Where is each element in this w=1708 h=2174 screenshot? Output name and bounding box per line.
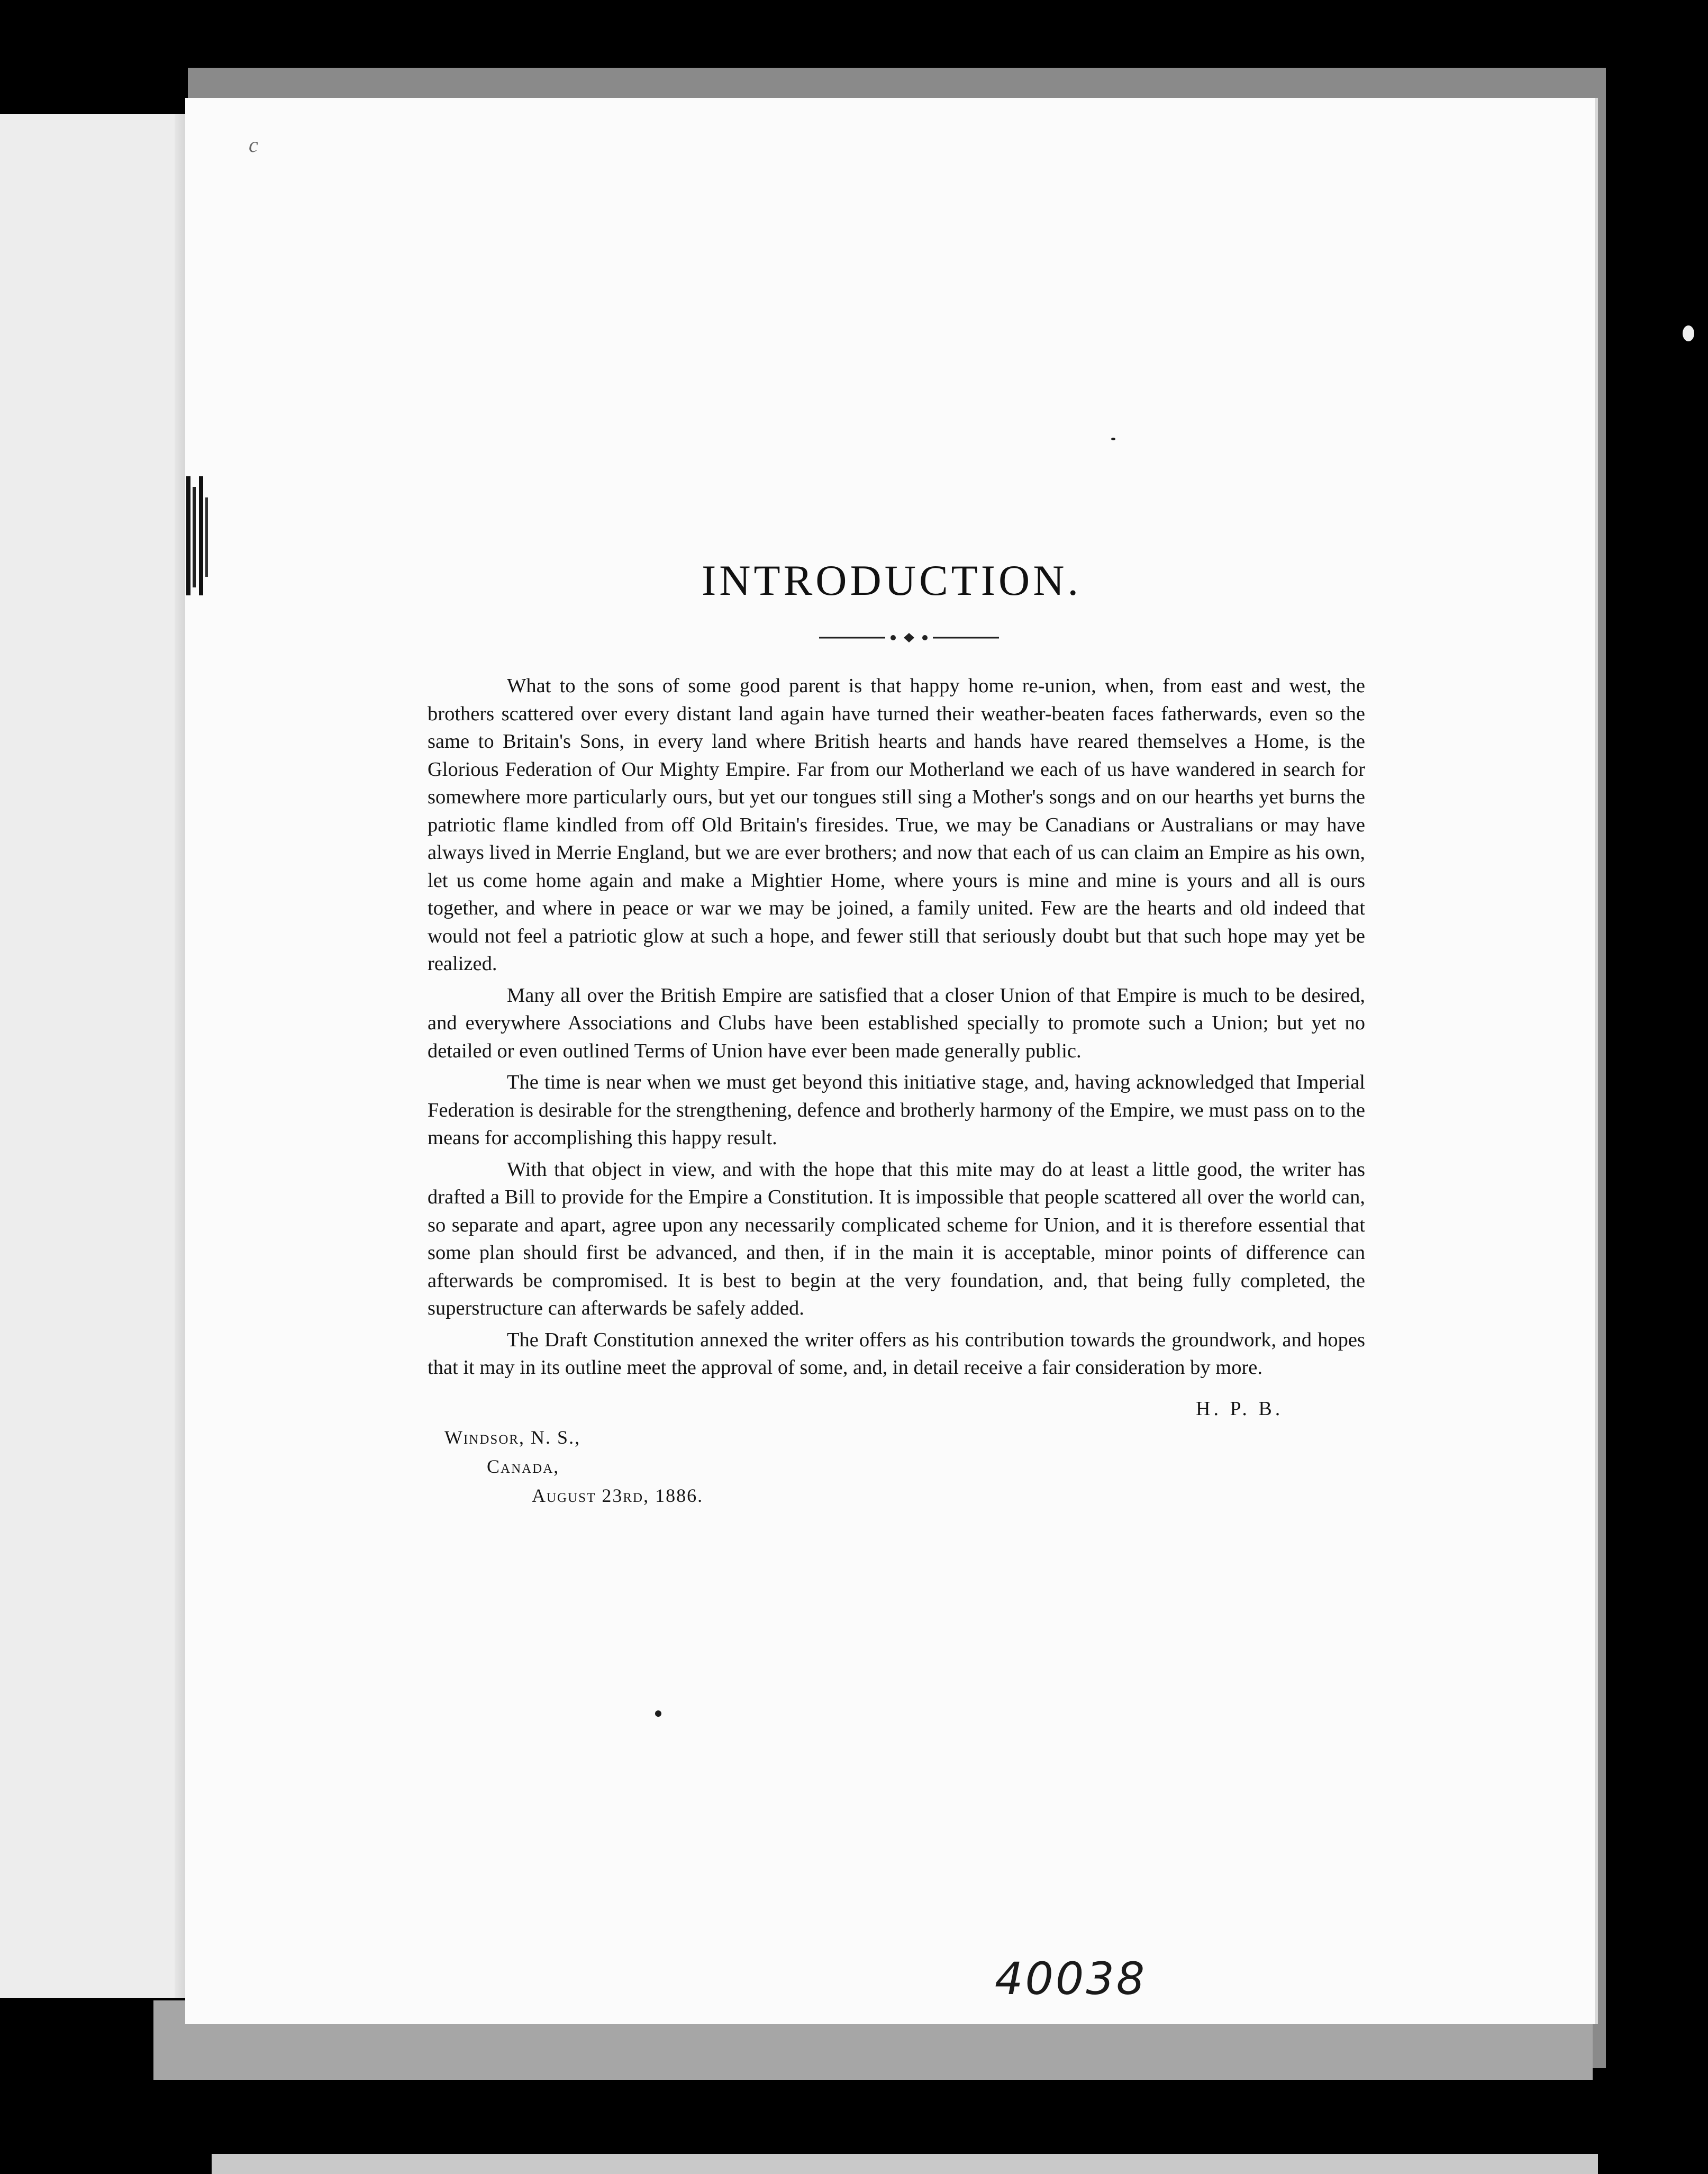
paragraph-2: Many all over the British Empire are satisfied that a closer Union of that Empire is much to be desired, and everywhere Associations and Clubs have been established specially to promote such a Union; but yet no detailed or even outlined Terms of Union have ever been made generally public. bbox=[428, 984, 1365, 1062]
date-line: August 23rd, 1886. bbox=[532, 1485, 704, 1506]
ink-speck bbox=[655, 1710, 661, 1717]
paragraph-5: The Draft Constitution annexed the writer offers as his contribution towards the groundwork, and hopes that it may in its outline meet the approval of some, and, in detail receive a fair consideration by more. bbox=[428, 1328, 1365, 1379]
pencil-corner-mark: c bbox=[249, 133, 258, 157]
place-line-2: Canada, bbox=[487, 1456, 560, 1477]
paragraph-1: What to the sons of some good parent is that happy home re-union, when, from east and west, the brothers scattered over every distant land again have turned their weather-beaten faces fatherwards, even so the same to Britain's Sons, in every land where British hearts and hands have reared themselves a Home, is the Glorious Federation of Our Mighty Empire. Far from our Motherland we each of us have wandered in search for somewhere more particularly ours, but yet our tongues still sing a Mother's songs and on our hearths yet burns the patriotic flame kindled from off Old Britain's firesides. True, we may be Canadians or Australians or may have always lived in Merrie England, but we are ever brothers; and now that each of us can claim an Empire as his own, let us come home again and make a Mightier Home, where yours is mine and mine is yours and all is ours together, and where in peace or war we may be joined, a family united. Few are the hearts and old indeed that would not feel a patriotic glow at such a hope, and fewer still that seriously doubt but that such hope may yet be realized. bbox=[428, 675, 1365, 975]
ornament-divider-icon bbox=[819, 630, 999, 646]
page-title: INTRODUCTION. bbox=[702, 556, 1082, 604]
paragraph-4: With that object in view, and with the hope that this mite may do at least a little good, the writer has drafted a Bill to provide for the Empire a Constitution. It is impossible that people scattered all over the world can, so separate and apart, agree upon any necessarily complicated scheme for Union, and it is therefore essential that some plan should first be advanced, and then, if in the main it is acceptable, minor points of difference can afterwards be compromised. It is best to begin at the very foundation, and, that being fully completed, the superstructure can afterwards be safely added. bbox=[428, 1158, 1365, 1319]
place-line-1: Windsor, N. S., bbox=[444, 1427, 581, 1448]
paragraph-3: The time is near when we must get beyond this initiative stage, and, having acknowledged that Imperial Federation is desirable for the strengthening, defence and brotherly harmony of the Empire, we must pass on to the means for accomplishing this happy result. bbox=[428, 1071, 1365, 1149]
handwritten-catalog-number: 40038 bbox=[995, 1953, 1147, 2005]
introduction-body bbox=[428, 672, 1365, 1385]
next-page-edge bbox=[212, 2154, 1598, 2174]
edge-mark bbox=[1683, 325, 1694, 341]
author-initials: H. P. B. bbox=[1196, 1398, 1284, 1420]
ink-speck bbox=[1111, 438, 1115, 440]
